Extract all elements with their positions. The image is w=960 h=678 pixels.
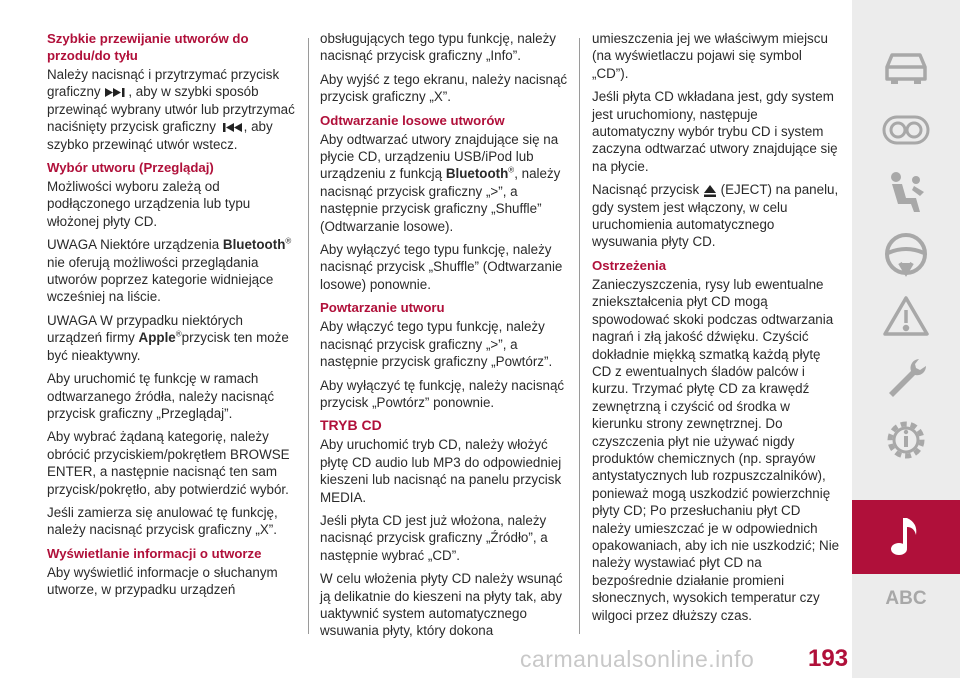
brand-bluetooth: Bluetooth [445, 166, 509, 182]
warnings-paragraph: Zanieczyszczenia, rysy lub ewentualne zniekształcenia płyt CD mogą spowodować skoki podczas odtwarzania nagrań i złą jakość dźwięku. Czyścić dokładnie miękką szmatką każdą płytę CD z ewentualnych śladów palców i kurzu. Trzymać płytę CD za krawędź zewnętrzną i czyścić od środka w kierunku strony zewnętrznej. Do czyszczenia płyt nie używać nigdy produktów chemicznych (np. sprayów antystatycznych lub rozpuszczalników), ponieważ mogą uszkodzić powierzchnię płyty CD; Po przesłuchaniu płyt CD należy umieszczać je w odpowiednich opakowaniach, aby ich nie uszkodzić; Nie należy wystawiać płyt CD na bezpośrednie działanie promieni słonecznych, wysokich temperatur czy wilgoci przez dłuższy czas. [592, 276, 840, 623]
registered-mark: ® [508, 165, 515, 175]
repeat-paragraph-2: Aby wyłączyć tę funkcję, należy nacisnąć przycisk „Powtórz” ponownie. [320, 377, 565, 410]
browse-paragraph-5: Aby wybrać żądaną kategorię, należy obrócić przyciskiem/pokrętłem BROWSE ENTER, a następnie nacisnąć ten sam przycisk/pokrętło, aby potwierdzić wybór. [47, 429, 290, 497]
cd-mode-paragraph-3: W celu włożenia płyty CD należy wsunąć ją delikatnie do kieszeni na płyty tak, aby uaktywnić system automatycznego wsuwania płyty, który dokona [320, 571, 563, 639]
eject-icon [703, 184, 717, 198]
fast-forward-paragraph: Należy nacisnąć i przytrzymać przycisk graficzny , aby w szybki sposób przewinąć wybrany utwór lub przytrzymać naciśnięty przycisk graficzny , aby szybko przewinąć utwór wstecz. [47, 67, 295, 152]
browse-paragraph-1: Możliwości wyboru zależą od podłączonego urządzenia lub typu włożonej płyty CD. [47, 179, 251, 229]
cd-mode-paragraph-2: Jeśli płyta CD jest już włożona, należy nacisnąć przycisk graficzny „Źródło”, a następnie wybrać „CD”. [320, 512, 548, 563]
dashboard-gauges-icon[interactable] [880, 104, 932, 156]
watermark: carmanualsonline.info [520, 646, 755, 672]
column-2 [320, 30, 575, 646]
warning-triangle-icon[interactable] [880, 290, 932, 342]
section-title-warnings: Ostrzeżenia [592, 257, 667, 273]
music-note-icon[interactable] [880, 511, 932, 563]
wrench-icon[interactable] [880, 352, 932, 404]
section-title-browse: Wybór utworu (Przeglądaj) [47, 160, 214, 176]
cd-autostart-paragraph: Jeśli płyta CD wkładana jest, gdy system jest uruchomiony, następuje automatyczny wybór trybu CD i system zaczyna odtwarzać utwory znajdujące się na płycie. [592, 89, 838, 174]
column-3 [592, 30, 842, 630]
track-info-paragraph: Aby wyświetlić informacje o słuchanym utworze, w przypadku urządzeń [47, 564, 278, 598]
eject-paragraph: Nacisnąć przycisk (EJECT) na panelu, gdy system jest włączony, w celu uruchomienia automatycznego wysuwania płyty CD. [592, 182, 839, 250]
section-title-shuffle: Odtwarzanie losowe utworów [320, 112, 505, 128]
info-exit-paragraph: Aby wyjść z tego ekranu, należy nacisnąć przycisk graficzny „X”. [320, 71, 568, 105]
page-number: 193 [808, 645, 849, 672]
gear-info-icon[interactable] [880, 414, 932, 466]
browse-note-bluetooth: UWAGA Niektóre urządzenia Bluetooth® nie oferują możliwości przeglądania utworów poprzez kategorie widniejące wcześniej na liście. [47, 236, 292, 305]
cd-placement-paragraph: umieszczenia jej we właściwym miejscu (na wyświetlaczu pojawi się symbol „CD”). [592, 31, 828, 81]
registered-mark: ® [175, 329, 182, 339]
index-abc-label[interactable]: ABC [885, 588, 927, 609]
info-paragraph: obsługujących tego typu funkcję, należy nacisnąć przycisk graficzny „Info”. [320, 31, 556, 64]
section-title-track-info: Wyświetlanie informacji o utworze [47, 545, 262, 561]
section-title-fast-forward: Szybkie przewijanie utworów do przodu/do tyłu [47, 31, 249, 63]
column-divider [308, 38, 309, 634]
shuffle-paragraph-2: Aby wyłączyć tego typu funkcję, należy nacisnąć przycisk „Shuffle” (Odtwarzanie losowe) ponownie. [320, 242, 563, 292]
column-divider [579, 38, 580, 634]
seat-airbag-icon[interactable] [880, 166, 932, 218]
steering-wheel-icon[interactable] [880, 228, 932, 280]
section-title-repeat: Powtarzanie utworu [320, 300, 445, 316]
rewind-icon [220, 122, 244, 133]
browse-note-apple: UWAGA W przypadku niektórych urządzeń firmy Apple®przycisk ten może być nieaktywny. [47, 312, 289, 363]
car-icon[interactable] [880, 42, 932, 94]
fast-forward-icon [104, 87, 128, 98]
brand-bluetooth: Bluetooth [222, 237, 286, 253]
cd-mode-paragraph-1: Aby uruchomić tryb CD, należy włożyć płytę CD audio lub MP3 do odpowiedniej kieszeni lub nacisnąć na panelu przycisk MEDIA. [320, 437, 562, 505]
browse-paragraph-6: Jeśli zamierza się anulować tę funkcję, należy nacisnąć przycisk graficzny „X”. [47, 504, 278, 538]
registered-mark: ® [285, 236, 292, 246]
section-title-cd-mode: TRYB CD [320, 417, 382, 434]
brand-apple: Apple [138, 330, 176, 346]
browse-paragraph-4: Aby uruchomić tę funkcję w ramach odtwarzanego źródła, należy nacisnąć przycisk graficzny „Przeglądaj”. [47, 371, 275, 421]
column-1 [47, 30, 297, 605]
shuffle-paragraph-1: Aby odtwarzać utwory znajdujące się na płycie CD, urządzeniu USB/iPod lub urządzeniu z funkcją Bluetooth®, należy nacisnąć przycisk graficzny „>”, a następnie przycisk graficzny „Shuffle” (Odtwarzanie losowe). [320, 131, 561, 234]
chapter-sidebar [852, 0, 960, 678]
repeat-paragraph-1: Aby włączyć tego typu funkcję, należy nacisnąć przycisk graficzny „>”, a następnie przycisk graficzny „Powtórz”. [320, 319, 553, 370]
